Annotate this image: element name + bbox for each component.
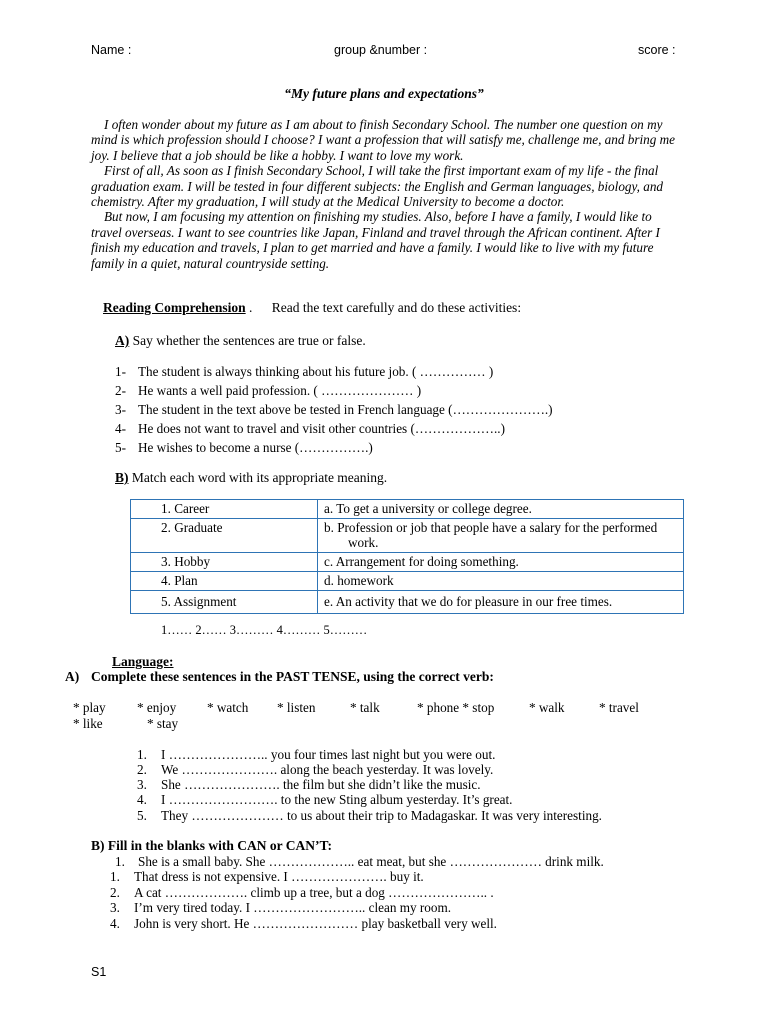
name-label: Name :	[91, 43, 132, 57]
score-label: score :	[638, 43, 676, 57]
true-false-item: 4- He does not want to travel and visit other countries (………………..)	[115, 421, 505, 436]
reading-heading: Reading Comprehension	[103, 300, 246, 315]
can-cant-item: 2. A cat ………………. climb up a tree, but a dog ………………….. .	[110, 885, 494, 900]
group-number-label: group &number :	[334, 43, 428, 57]
meaning-cell: a. To get a university or college degree.	[318, 500, 684, 519]
verb-item: * phone * stop	[417, 700, 495, 715]
table-row	[131, 591, 684, 614]
part-b-instruction: Match each word with its appropriate meaning.	[128, 470, 388, 485]
verb-item: * watch	[207, 700, 249, 715]
passage-paragraph: But now, I am focusing my attention on finishing my studies. Also, before I have a family, I would like to travel overseas. I want to see countries like Japan, Finland and travel through the African continent. After I finish my education and travels, I plan to get married and have a family. I would like to live with my future family in a quiet, natural countryside setting.	[91, 209, 660, 271]
reading-comprehension-header	[103, 300, 521, 316]
term-cell: 5. Assignment	[131, 591, 318, 614]
part-a-instruction: Say whether the sentences are true or false.	[129, 333, 366, 348]
verb-item: * play	[73, 700, 106, 715]
can-cant-item: 3. I’m very tired today. I …………………….. clean my room.	[110, 900, 452, 915]
past-tense-item: 2. We …………………. along the beach yesterday. It was lovely.	[137, 762, 494, 777]
can-cant-item: 4. John is very short. He …………………… play basketball very well.	[110, 916, 497, 931]
past-tense-item: 4. I ……………………. to the new Sting album yesterday. It’s great.	[137, 792, 513, 807]
reading-instruction: Read the text carefully and do these activities:	[271, 300, 522, 315]
page-label: S1	[91, 965, 107, 979]
part-b-label: B)	[115, 470, 129, 485]
true-false-item: 2- He wants a well paid profession. ( ………………… )	[115, 383, 422, 398]
verb-item: * talk	[350, 700, 380, 715]
past-tense-item: 1. I ………………….. you four times last night but you were out.	[137, 747, 496, 762]
verb-item: * travel	[599, 700, 639, 715]
term-cell: 2. Graduate	[131, 519, 318, 553]
past-tense-item: 5. They ………………… to us about their trip to Madagaskar. It was very interesting.	[137, 808, 602, 823]
meaning-cell: e. An activity that we do for pleasure in our free times.	[318, 591, 684, 614]
matching-table	[130, 499, 684, 614]
true-false-item: 1- The student is always thinking about his future job. ( …………… )	[115, 364, 494, 379]
verb-item: * walk	[529, 700, 565, 715]
verb-item: * stay	[147, 716, 179, 731]
reading-heading-sep: .	[245, 300, 253, 315]
can-cant-heading: B) Fill in the blanks with CAN or CAN’T:	[91, 838, 333, 853]
verb-item: * listen	[277, 700, 316, 715]
passage-title: “My future plans and expectations”	[284, 86, 484, 101]
term-cell: 3. Hobby	[131, 553, 318, 572]
verb-item: * enjoy	[137, 700, 177, 715]
table-row	[131, 500, 684, 519]
past-tense-item: 3. She …………………. the film but she didn’t like the music.	[137, 777, 481, 792]
matching-answers: 1…… 2…… 3……… 4……… 5………	[161, 623, 368, 637]
part-a-heading	[115, 333, 366, 349]
language-heading: Language:	[112, 654, 174, 669]
verb-item: * like	[73, 716, 103, 731]
meaning-cell: b. Profession or job that people have a salary for the performed work.	[318, 519, 684, 553]
can-cant-item: 1. That dress is not expensive. I …………………. buy it.	[110, 869, 424, 884]
term-cell: 4. Plan	[131, 572, 318, 591]
passage-paragraph: I often wonder about my future as I am about to finish Secondary School. The number one question on my mind is which profession should I choose? I want a profession that will satisfy me, challenge me, and bring me joy. I believe that a job should be like a hobby. I want to love my work.	[91, 117, 675, 163]
true-false-item: 3- The student in the text above be tested in French language (………………….)	[115, 402, 553, 417]
part-b-heading	[115, 470, 387, 486]
meaning-cell: c. Arrangement for doing something.	[318, 553, 684, 572]
part-a-label: A)	[115, 333, 130, 348]
language-part-a-heading: A) Complete these sentences in the PAST TENSE, using the correct verb:	[65, 669, 494, 684]
term-cell: 1. Career	[131, 500, 318, 519]
table-row	[131, 572, 684, 591]
reading-passage	[91, 117, 683, 271]
table-row	[131, 553, 684, 572]
meaning-cell: d. homework	[318, 572, 684, 591]
true-false-item: 5- He wishes to become a nurse (…………….)	[115, 440, 373, 455]
passage-paragraph: First of all, As soon as I finish Secondary School, I will take the first important exam of my life - the final graduation exam. I will be tested in four different subjects: the English and German languages, biology, and chemistry. After my graduation, I will study at the Medical University to become a doctor.	[91, 163, 664, 210]
table-row	[131, 519, 684, 553]
can-cant-example: 1. She is a small baby. She ……………….. eat meat, but she ………………… drink milk.	[115, 854, 604, 869]
